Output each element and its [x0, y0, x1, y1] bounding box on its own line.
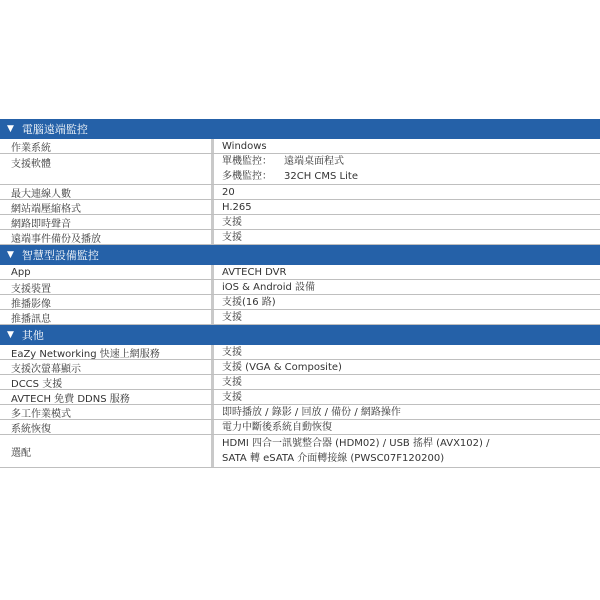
row-value: 電力中斷後系統自動恢復	[222, 421, 332, 433]
table-row	[0, 265, 600, 280]
table-row	[0, 310, 600, 325]
table-row	[0, 200, 600, 215]
table-row	[0, 280, 600, 295]
row-value: AVTECH DVR	[222, 266, 287, 278]
section-header-smart-device	[0, 245, 600, 265]
triangle-down-icon: ▼	[7, 330, 14, 340]
row-value: Windows	[222, 140, 267, 152]
table-row	[0, 375, 600, 390]
row-label: 作業系統	[11, 142, 51, 154]
sub-entry: 多機監控： 32CH CMS Lite	[222, 171, 358, 182]
row-label: 多工作業模式	[11, 408, 71, 420]
row-label: 支援軟體	[11, 159, 51, 170]
table-row	[0, 230, 600, 245]
table-row	[0, 360, 600, 375]
table-row	[0, 154, 600, 185]
row-label: 網路即時聲音	[11, 218, 71, 230]
table-row	[0, 420, 600, 435]
row-label: 支援次螢幕顯示	[11, 363, 81, 375]
table-row	[0, 215, 600, 230]
row-label: 系統恢復	[11, 423, 51, 435]
row-label: 推播訊息	[11, 313, 51, 325]
table-row	[0, 185, 600, 200]
sub-entry: 單機監控： 遠端桌面程式	[222, 156, 344, 167]
row-value: 即時播放 / 錄影 / 回放 / 備份 / 網路操作	[222, 406, 401, 418]
row-label: EaZy Networking 快速上網服務	[11, 348, 160, 360]
table-row	[0, 345, 600, 360]
row-label: 支援裝置	[11, 283, 51, 295]
table-row	[0, 139, 600, 154]
row-label: 推播影像	[11, 298, 51, 310]
triangle-down-icon: ▼	[7, 124, 14, 134]
row-label: AVTECH 免費 DDNS 服務	[11, 393, 130, 405]
row-label: 網站端壓縮格式	[11, 203, 81, 215]
section-title: 智慧型設備監控	[21, 249, 99, 262]
row-label: App	[11, 266, 31, 278]
row-label: 最大連線人數	[11, 188, 71, 200]
row-value: 支援	[222, 391, 242, 403]
row-value-line: SATA 轉 eSATA 介面轉接線 (PWSC07F120200)	[222, 453, 445, 464]
spec-table	[0, 119, 600, 468]
table-row	[0, 390, 600, 405]
row-label: 遠端事件備份及播放	[11, 233, 101, 245]
row-value: 支援 (VGA & Composite)	[222, 361, 342, 373]
row-value: H.265	[222, 201, 252, 213]
row-label: DCCS 支援	[11, 378, 63, 390]
table-row	[0, 405, 600, 420]
section-title: 電腦遠端監控	[21, 123, 88, 136]
table-row	[0, 435, 600, 468]
row-value: 20	[222, 186, 235, 198]
triangle-down-icon: ▼	[7, 250, 14, 260]
row-label: 選配	[11, 447, 31, 459]
row-value-line: HDMI 四合一訊號整合器 (HDM02) / USB 搖桿 (AVX102) /	[222, 438, 490, 449]
table-row	[0, 295, 600, 310]
row-value: 支援	[222, 311, 242, 323]
row-value: 支援	[222, 346, 242, 358]
section-header-remote-monitoring	[0, 119, 600, 139]
row-value: 支援	[222, 376, 242, 388]
row-value: 支援	[222, 231, 242, 243]
section-title: 其他	[21, 329, 44, 342]
row-value: 支援	[222, 216, 242, 228]
row-value: iOS & Android 設備	[222, 281, 315, 293]
section-header-other	[0, 325, 600, 345]
row-value: 支援(16 路)	[222, 296, 276, 308]
